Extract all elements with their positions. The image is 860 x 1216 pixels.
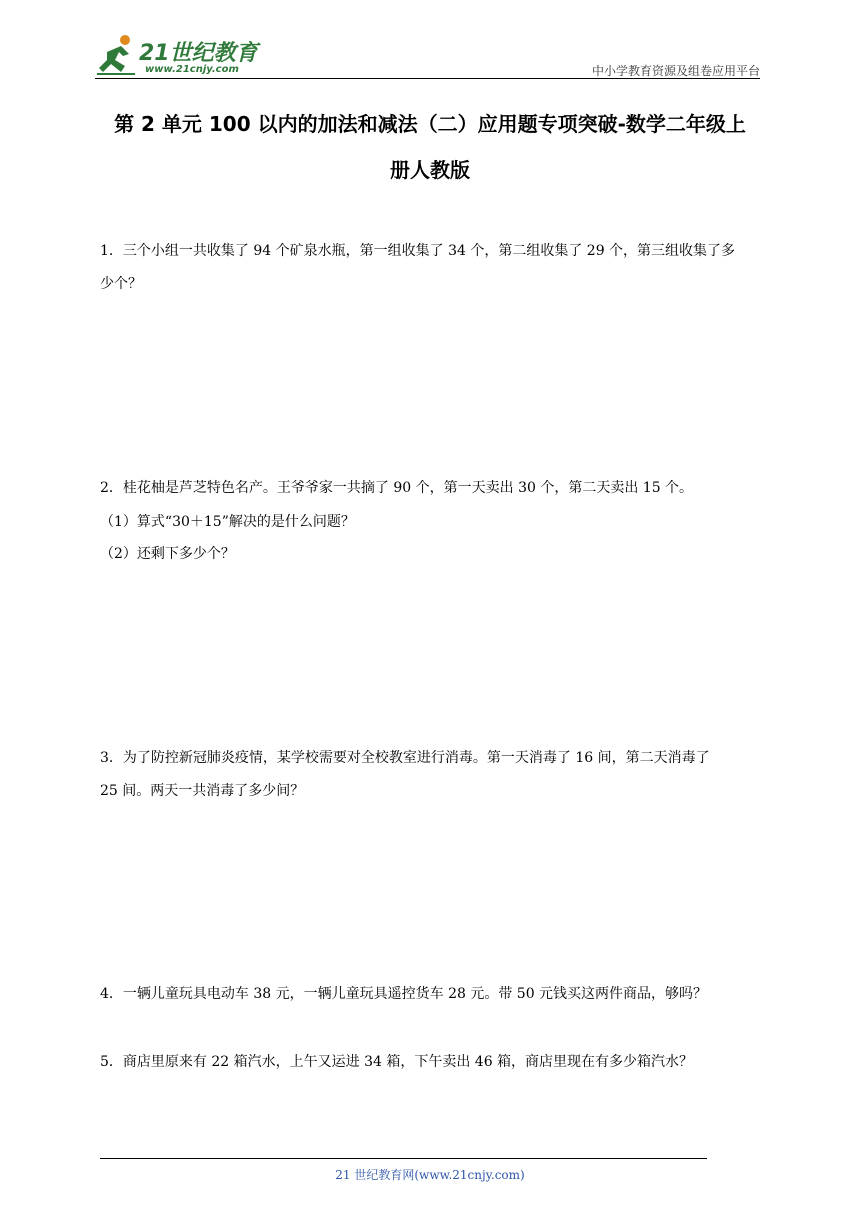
page-header [95, 30, 760, 78]
platform-label: 中小学教育资源及组卷应用平台 [591, 64, 760, 78]
question-1-line-2: 少个？ [100, 276, 142, 292]
question-3-line-1: 3．为了防控新冠肺炎疫情，某学校需要对全校教室进行消毒。第一天消毒了 16 间，第二天消毒了 [100, 750, 710, 766]
footer-link[interactable]: 21 世纪教育网(www.21cnjy.com) [335, 1168, 525, 1182]
logo-url: www.21cnjy.com [145, 64, 239, 75]
footer-divider [100, 1158, 707, 1159]
document-title-line-2: 册人教版 [390, 158, 470, 182]
runner-logo-icon [95, 32, 139, 76]
question-2-sub-2: （2）还剩下多少个？ [100, 546, 235, 562]
brand-logo [95, 30, 265, 78]
question-5-line-1: 5．商店里原来有 22 箱汽水，上午又运进 34 箱，下午卖出 46 箱，商店里现在有多少箱汽水？ [100, 1054, 694, 1070]
logo-text: 21世纪教育 [139, 41, 258, 66]
question-3-line-2: 25 间。两天一共消毒了多少间？ [100, 783, 305, 799]
question-2-line-1: 2．桂花柚是芦芝特色名产。王爷爷家一共摘了 90 个，第一天卖出 30 个，第二天卖出 15 个。 [100, 480, 694, 496]
document-title-line-1: 第 2 单元 100 以内的加法和减法（二）应用题专项突破-数学二年级上 [114, 112, 746, 136]
question-2-sub-1: （1）算式“30＋15”解决的是什么问题？ [100, 514, 355, 530]
header-divider [95, 78, 760, 79]
question-4-line-1: 4．一辆儿童玩具电动车 38 元，一辆儿童玩具遥控货车 28 元。带 50 元钱买这两件商品，够吗？ [100, 986, 708, 1002]
question-1-line-1: 1．三个小组一共收集了 94 个矿泉水瓶，第一组收集了 34 个，第二组收集了 29 个，第三组收集了多 [100, 243, 736, 259]
